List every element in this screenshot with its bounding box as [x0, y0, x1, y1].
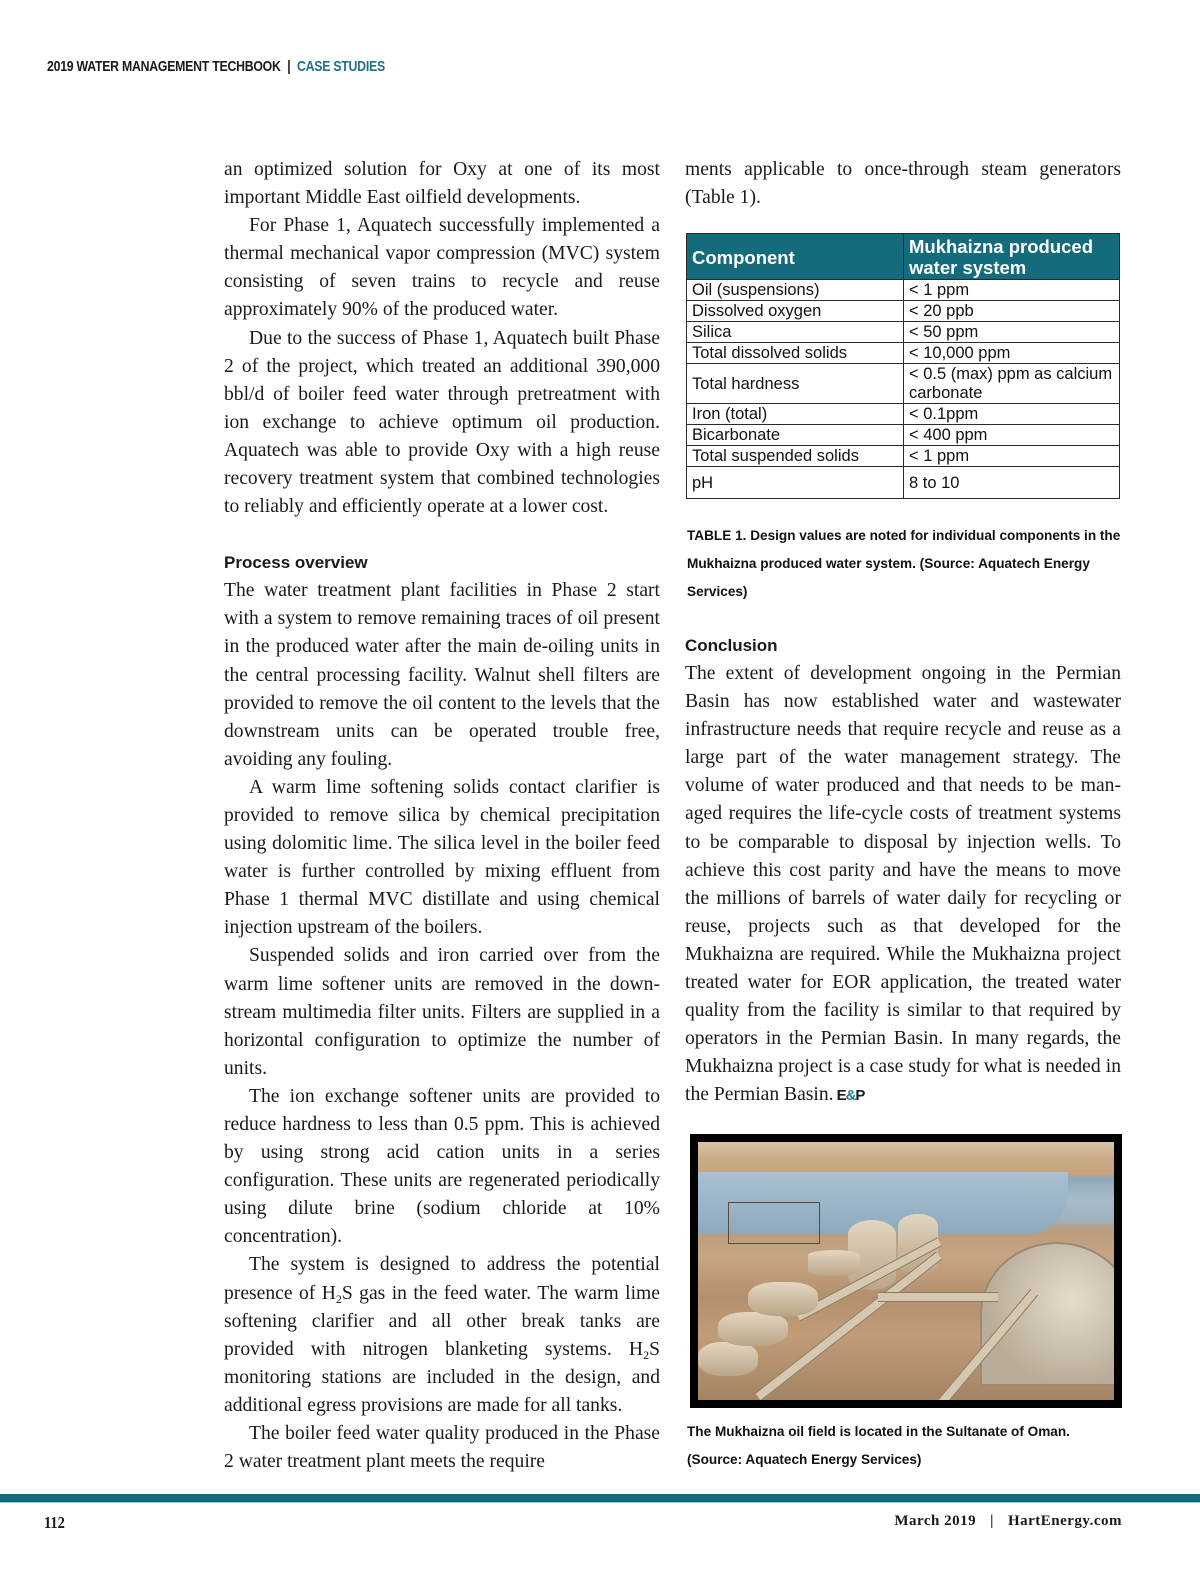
running-header: [47, 58, 385, 75]
table-row: [687, 301, 1120, 322]
paragraph: an optimized solution for Oxy at one of its most important Middle East oilfield developments.: [224, 159, 660, 209]
cell: < 400 ppm: [904, 425, 1120, 446]
table-row: [687, 343, 1120, 364]
frame-shape: [728, 1202, 820, 1244]
text-run: The system is designed to address the potential presence of H: [224, 1254, 660, 1304]
paragraph: Suspended solids and iron carried over from the warm lime softener units are removed in the downstream multimedia filter units. Filters are supplied in a horizontal configuration to optimize the number of units.: [224, 945, 660, 1079]
cell: Total dissolved solids: [687, 343, 904, 364]
paragraph: A warm lime softening solids contact clarifier is provided to remove silica by chemical precipitation using dolomitic lime. The silica level in the boiler feed water is further controlled by mixing effluent from Phase 1 thermal MVC distillate and using chemical injection upstream of the boilers.: [224, 776, 660, 939]
text-run: S monitoring stations are included in the design, and additional egress provisions are made for all tanks.: [224, 1338, 660, 1416]
right-column-conclusion: [685, 632, 1121, 1111]
column-header-value: Mukhaizna produced water system: [904, 234, 1120, 280]
footer-info: [894, 1513, 1122, 1530]
tank-shape: [748, 1282, 818, 1316]
cell: Bicarbonate: [687, 425, 904, 446]
table-row: [687, 425, 1120, 446]
subscript: 2: [643, 1347, 650, 1362]
cell: < 1 ppm: [904, 280, 1120, 301]
text-run: S gas in the feed water. The warm lime softening clarifier and all other break tanks are provided with nitrogen blanketing systems. H: [224, 1282, 660, 1360]
facility-photo-image: [698, 1142, 1114, 1400]
cell: Dissolved oxygen: [687, 301, 904, 322]
cell: Total suspended solids: [687, 446, 904, 467]
publication-title: 2019 WATER MANAGEMENT TECHBOOK: [47, 58, 281, 75]
facility-photo: [690, 1134, 1122, 1408]
table-row: [687, 364, 1120, 404]
left-column: [224, 156, 660, 1476]
tank-shape: [698, 1342, 758, 1376]
table-header-row: [687, 234, 1120, 280]
table-row: [687, 404, 1120, 425]
paragraph: The water treatment plant facilities in Phase 2 start with a system to remove remaining traces of oil present in the produced water after the main de-oiling units in the central processing facility. Walnut shell filters are provided to remove the oil content to the levels that the downstream units can be operated trouble free, avoiding any fouling.: [224, 580, 660, 770]
table-row: [687, 280, 1120, 301]
column-header-component: Component: [687, 234, 904, 280]
table-row: [687, 467, 1120, 499]
dome-shape: [980, 1242, 1114, 1386]
subscript: 2: [335, 1291, 342, 1306]
paragraph: For Phase 1, Aquatech successfully implemented a thermal mechanical vapor compression (MVC) system consisting of seven trains to recycle and reuse approximately 90% of the produced water.: [224, 215, 660, 321]
table-row: [687, 322, 1120, 343]
cell: Total hardness: [687, 364, 904, 404]
header-separator: |: [287, 58, 291, 75]
paragraph: ments applicable to once-through steam generators (Table 1).: [685, 159, 1121, 209]
cell: 8 to 10: [904, 467, 1120, 499]
paragraph: [685, 660, 1121, 1111]
cell: < 20 ppb: [904, 301, 1120, 322]
table-caption: TABLE 1. Design values are noted for individual components in the Mukhaizna produced water system. (Source: Aquatech Energy Services): [687, 528, 1121, 599]
website-link[interactable]: HartEnergy.com: [1007, 1513, 1122, 1529]
cell: < 10,000 ppm: [904, 343, 1120, 364]
section-label: CASE STUDIES: [296, 58, 385, 75]
cell: < 1 ppm: [904, 446, 1120, 467]
ep-end-mark-icon: E&P: [836, 1087, 865, 1105]
photo-caption: The Mukhaizna oil field is located in the Sultanate of Oman. (Source: Aquatech Energy Services): [687, 1424, 1070, 1467]
footer-separator: |: [990, 1513, 994, 1529]
paragraph: Due to the success of Phase 1, Aquatech built Phase 2 of the project, which treated an additional 390,000 bbl/d of boiler feed water through pretreatment with ion exchange to achieve optimum oil production. Aquatech was able to provide Oxy with a high reuse recovery treatment system that combined technologies to reliably and efficiently operate at a lower cost.: [224, 327, 660, 518]
tank-shape: [808, 1250, 860, 1276]
issue-date: March 2019: [894, 1513, 977, 1529]
page-number: 112: [44, 1513, 65, 1532]
section-heading-conclusion: Conclusion: [685, 636, 778, 655]
cell: < 0.5 (max) ppm as calcium carbonate: [904, 364, 1120, 404]
right-column-top: [685, 156, 1121, 212]
footer-bar: [0, 1494, 1200, 1503]
cell: pH: [687, 467, 904, 499]
cell: < 50 ppm: [904, 322, 1120, 343]
paragraph-h2s: [224, 1251, 660, 1420]
pipe-shape: [878, 1292, 998, 1302]
cell: Iron (total): [687, 404, 904, 425]
paragraph: The ion exchange softener units are provided to reduce hardness to less than 0.5 ppm. This is achieved by using strong acid cation units in a series configuration. These units are regenerated periodically using dilute brine (sodium chloride at 10% concentration).: [224, 1085, 660, 1248]
cell: Silica: [687, 322, 904, 343]
cell: < 0.1ppm: [904, 404, 1120, 425]
text-run: The extent of development ongoing in the Permian Basin has now established water and wastewater infrastructure needs that require recycle and reuse as a large part of the water management strategy. The volume of water produced and that needs to be managed requires the life-cycle costs of treatment systems to be comparable to disposal by injection wells. To achieve this cost parity and have the means to move the millions of barrels of water daily for recycling or reuse, projects such as that developed for the Mukhaizna are required. While the Mukhaizna project treated water for EOR application, the treated water quality from the facility is similar to that required by operators in the Permian Basin. In many regards, the Mukhaizna project is a case study for what is needed in the Permian Basin.: [685, 663, 1121, 1106]
design-values-table: [686, 233, 1120, 499]
section-heading-process-overview: Process overview: [224, 553, 368, 573]
paragraph: The boiler feed water quality produced in the Phase 2 water treatment plant meets the require: [224, 1423, 660, 1473]
table-row: [687, 446, 1120, 467]
tank-shape: [718, 1312, 788, 1346]
cell: Oil (suspensions): [687, 280, 904, 301]
